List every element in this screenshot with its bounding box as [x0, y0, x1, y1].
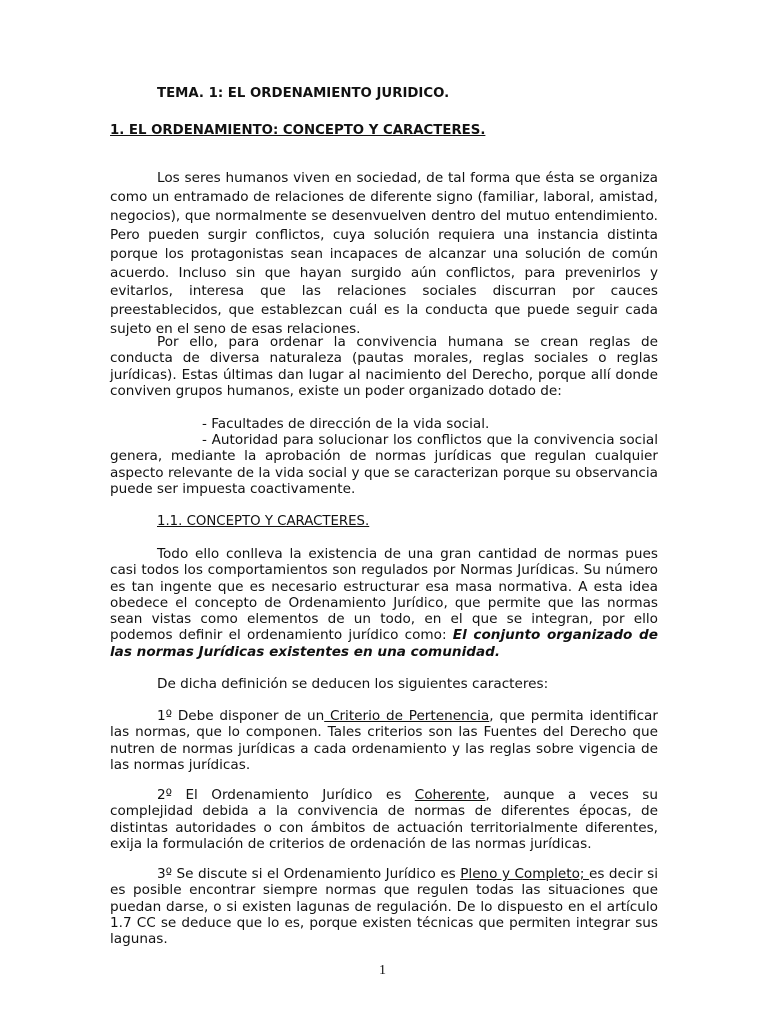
- paragraph-concepto: [110, 546, 658, 660]
- paragraph-concepto-text: Todo ello conlleva la existencia de una gran cantidad de normas pues casi todos los comportamientos son regulados por Normas Jurídicas. Su número es tan ingente que es necesario estructurar esa masa normativa. A esta idea obedece el concepto de Ordenamiento Jurídico, que permite que las normas sean vistas como elementos de un todo, en el que se integran, por ello podemos definir el ordenamiento jurídico como:: [110, 546, 658, 644]
- document-title: TEMA. 1: EL ORDENAMIENTO JURIDICO.: [157, 86, 450, 101]
- caracter-pertenencia: [110, 708, 658, 773]
- paragraph-reglas: Por ello, para ordenar la convivencia humana se crean reglas de conducta de diversa naturaleza (pautas morales, reglas sociales o reglas jurídicas). Estas últimas dan lugar al nacimiento del Derecho, porque allí donde conviven grupos humanos, existe un poder organizado dotado de:: [110, 334, 658, 399]
- paragraph-intro: Los seres humanos viven en sociedad, de tal forma que ésta se organiza como un entramado de relaciones de diferente signo (familiar, laboral, amistad, negocios), que normalmente se desenvuelven dentro del mutuo entendimiento. Pero pueden surgir conflictos, cuya solución requiera una instancia distinta porque los protagonistas sean incapaces de alcanzar una solución de común acuerdo. Incluso sin que hayan surgido aún conflictos, para prevenirlos y evitarlos, interesa que las relaciones sociales discurran por cauces preestablecidos, que establezcan cuál es la conducta que puede seguir cada sujeto en el seno de esas relaciones.: [110, 170, 658, 338]
- paragraph-caracteres-intro: De dicha definición se deducen los siguientes caracteres:: [157, 676, 549, 692]
- caracter-coherente: [110, 787, 658, 852]
- subsection-heading: 1.1. CONCEPTO Y CARACTERES.: [157, 514, 370, 529]
- page-number: 1: [379, 963, 386, 978]
- section-heading: 1. EL ORDENAMIENTO: CONCEPTO Y CARACTERES.: [110, 123, 486, 138]
- caracter-1-pre: 1º Debe disponer de un: [157, 708, 325, 724]
- caracter-2-term: Coherente: [414, 787, 486, 803]
- definition-text: El conjunto organizado de las normas Jurídicas existentes en una comunidad.: [110, 627, 658, 660]
- caracter-1-term: Criterio de Pertenencia: [324, 708, 490, 724]
- caracter-2-pre: 2º El Ordenamiento Jurídico es: [157, 787, 415, 803]
- caracter-3-term: Pleno y Completo;: [460, 866, 589, 882]
- caracter-pleno: [110, 866, 658, 947]
- caracter-2-post: , aunque a veces su complejidad debida a la convivencia de normas de diferentes épocas, de distintas autoridades o con ámbitos de actuación territorialmente diferentes, exija la formulación de criterios de ordenación de las normas jurídicas.: [110, 787, 658, 852]
- list-item-facultades: - Facultades de dirección de la vida social.: [202, 416, 490, 432]
- caracter-3-pre: 3º Se discute si el Ordenamiento Jurídico es: [157, 866, 461, 882]
- caracter-3-post: es decir si es posible encontrar siempre normas que regulen todas las situaciones que puedan darse, o si existen lagunas de regulación. De lo dispuesto en el artículo 1.7 CC se deduce que lo es, porque existen técnicas que permiten integrar sus lagunas.: [110, 866, 658, 948]
- caracter-1-post: , que permita identificar las normas, que lo componen. Tales criterios son las Fuentes del Derecho que nutren de normas jurídicas a cada ordenamiento y las reglas sobre vigencia de las normas jurídicas.: [110, 708, 658, 773]
- list-item-autoridad: - Autoridad para solucionar los conflictos que la convivencia social genera, mediante la aprobación de normas jurídicas que regulan cualquier aspecto relevante de la vida social y que se caracterizan porque su observancia puede ser impuesta coactivamente.: [110, 432, 658, 497]
